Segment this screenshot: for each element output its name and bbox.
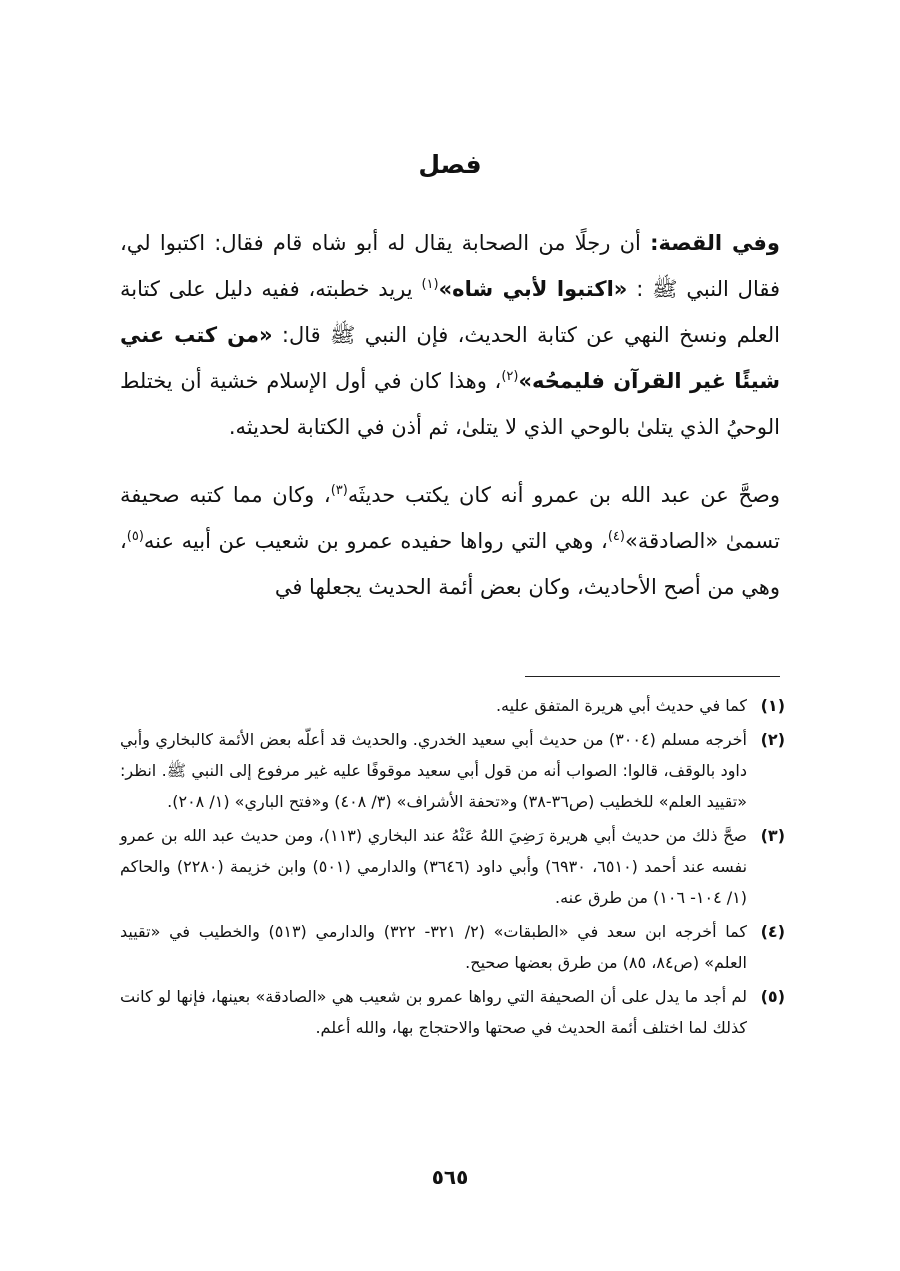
paragraph-text: ، وهي التي رواها حفيده عمرو بن شعيب عن أبيه عنه [143, 529, 608, 553]
footnotes [120, 690, 785, 1046]
paragraph-text: يريد خطبته، ففيه دليل على كتابة العلم ونسخ النهي عن كتابة الحديث، فإن النبي ﷺ قال: [120, 277, 780, 347]
paragraph-text: ، وكان مما كتبه صحيفة تسمىٰ «الصادقة» [120, 483, 780, 553]
footnote-number: (٣) [760, 826, 785, 845]
section-heading: فصل [418, 150, 482, 179]
footnote-ref[interactable]: (٣) [330, 483, 348, 498]
paragraph-text: ، وهذا كان في أول الإسلام خشية أن يختلط الوحيُ الذي يتلىٰ بالوحي الذي لا يتلىٰ، ثم أذن في الكتابة لحديثه. [120, 369, 780, 439]
footnote-4 [120, 916, 785, 978]
footnote-separator [525, 676, 780, 677]
paragraph-lead: وفي القصة: [650, 231, 780, 255]
paragraph-1 [120, 220, 780, 450]
footnote-text: أخرجه مسلم (٣٠٠٤) من حديث أبي سعيد الخدري. والحديث قد أعلّه بعض الأئمة كالبخاري وأبي داود بالوقف، قالوا: الصواب أنه من قول أبي سعيد موقوفًا عليه غير مرفوع إلى النبي ﷺ. انظر: «تقييد العلم» للخطيب (ص٣٦-٣٨) و«تحفة الأشراف» (٣/ ٤٠٨) و«فتح الباري» (١/ ٢٠٨). [120, 730, 748, 811]
paragraph-text: أن رجلًا من الصحابة يقال له أبو شاه قام فقال: اكتبوا لي، فقال النبي ﷺ : [120, 231, 780, 301]
footnote-ref[interactable]: (٤) [607, 529, 625, 544]
footnote-2 [120, 724, 785, 817]
footnote-text: كما أخرجه ابن سعد في «الطبقات» (٢/ ٣٢١- ٣٢٢) والدارمي (٥١٣) والخطيب في «تقييد العلم» (ص٨٤، ٨٥) من طرق بعضها صحيح. [120, 922, 747, 972]
footnote-number: (١) [760, 696, 785, 715]
footnote-3 [120, 820, 785, 913]
footnote-ref[interactable]: (١) [421, 277, 439, 292]
footnote-5 [120, 981, 785, 1043]
footnote-text: كما في حديث أبي هريرة المتفق عليه. [495, 696, 747, 715]
footnote-text: صحَّ ذلك من حديث أبي هريرة رَضِيَ اللهُ عَنْهُ عند البخاري (١١٣)، ومن حديث عبد الله بن عمرو نفسه عند أحمد (٦٥١٠، ٦٩٣٠) وأبي داود (٣٦٤٦) والدارمي (٥٠١) وابن خزيمة (٢٢٨٠) والحاكم (١/ ١٠٤- ١٠٦) من طرق عنه. [120, 826, 748, 907]
paragraph-text: وصحَّ عن عبد الله بن عمرو أنه كان يكتب حديثَه [347, 483, 780, 507]
page-number: ٥٦٥ [431, 1165, 469, 1189]
footnote-number: (٢) [760, 730, 785, 749]
footnote-ref[interactable]: (٥) [126, 529, 144, 544]
footnote-1 [120, 690, 785, 721]
footnote-number: (٤) [760, 922, 785, 941]
hadith-quote: «اكتبوا لأبي شاه» [438, 277, 628, 301]
footnote-text: لم أجد ما يدل على أن الصحيفة التي رواها عمرو بن شعيب هي «الصادقة» بعينها، فإنها لو كانت كذلك لما اختلف أئمة الحديث في صحتها والاحتجاج بها، والله أعلم. [120, 987, 747, 1037]
footnote-ref[interactable]: (٢) [501, 369, 519, 384]
paragraph-2 [120, 472, 780, 610]
hadith-quote: «من كتب عني شيئًا غير القرآن فليمحُه» [120, 323, 780, 393]
paragraph-text: ، وهي من أصح الأحاديث، وكان بعض أئمة الحديث يجعلها في [120, 529, 780, 599]
footnote-number: (٥) [760, 987, 785, 1006]
